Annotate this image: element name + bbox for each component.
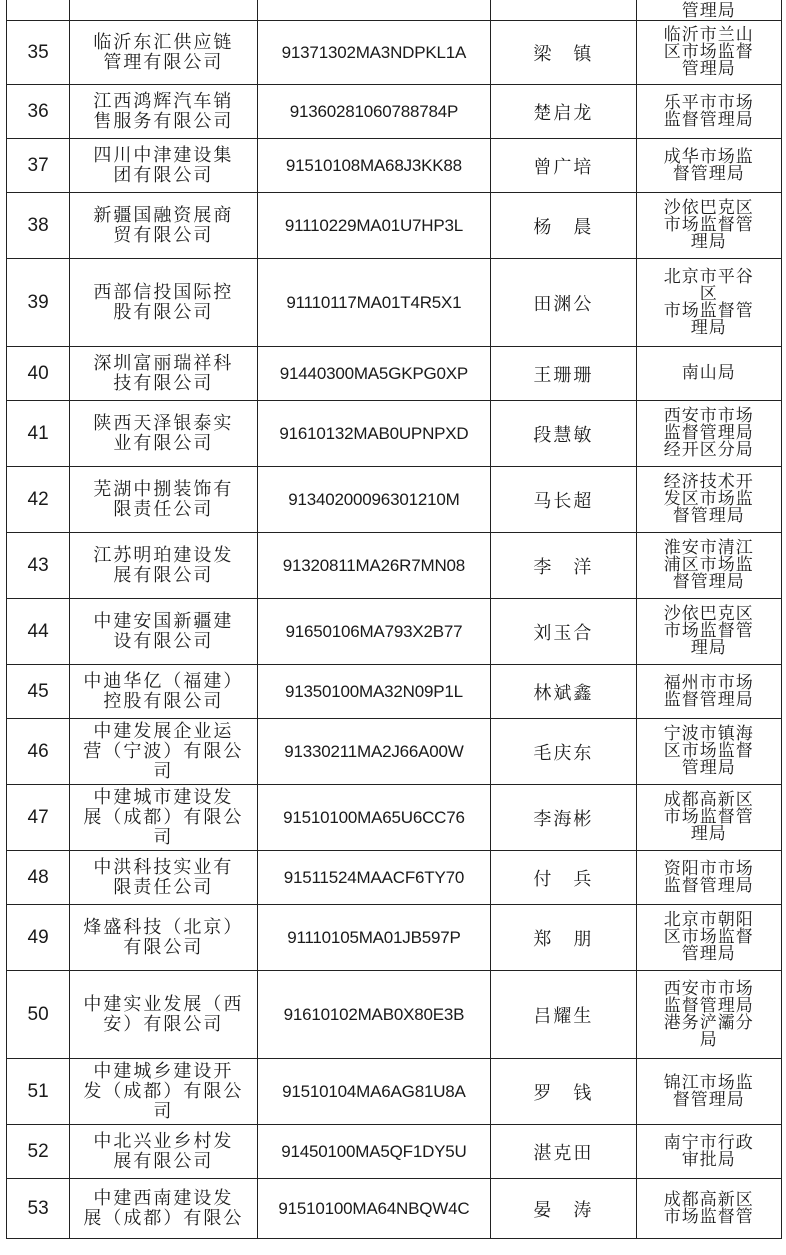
authority-line: 管理局 <box>681 59 736 79</box>
authority-cell <box>636 971 781 1059</box>
table-row <box>7 1125 782 1179</box>
row-number-cell: 48 <box>7 851 70 905</box>
credit-code-cell: 91440300MA5GKPG0XP <box>257 347 491 401</box>
company-name-line: 芜湖中捌装饰有 <box>93 478 234 500</box>
company-name-line: 中建实业发展（西 <box>83 993 244 1015</box>
company-name-line: 深圳富丽瑞祥科 <box>93 352 234 374</box>
company-name-line: 发（成都）有限公 <box>83 1080 244 1102</box>
authority-line: 成都高新区 <box>663 1189 754 1210</box>
row-number-cell: 40 <box>7 347 70 401</box>
authority-line: 乐平市市场 <box>663 92 754 113</box>
legal-rep-cell: 王珊珊 <box>491 347 636 401</box>
company-name-line: 中建城市建设发 <box>93 786 234 808</box>
credit-code-cell: 91610102MAB0X80E3B <box>257 971 491 1059</box>
company-name-line: 限责任公司 <box>113 498 214 520</box>
company-name-cell <box>70 1179 257 1239</box>
company-name-line: 展（成都）有限公 <box>83 1207 244 1229</box>
authority-line: 理局 <box>690 824 727 844</box>
legal-rep-cell: 田渊公 <box>491 259 636 347</box>
authority-line: 市场监督管 <box>663 807 754 827</box>
credit-code-cell: 91510104MA6AG81U8A <box>257 1059 491 1125</box>
row-number-cell: 49 <box>7 905 70 971</box>
company-name-cell <box>70 785 257 851</box>
authority-line: 监督管理局 <box>663 109 754 130</box>
company-name-cell <box>70 599 257 665</box>
authority-line: 锦江市场监 <box>663 1072 754 1093</box>
table-row <box>7 85 782 139</box>
row-number-cell: 46 <box>7 719 70 785</box>
company-name-cell <box>70 719 257 785</box>
company-name-line: 管理有限公司 <box>103 51 224 73</box>
company-name-cell <box>70 0 257 21</box>
company-name-line: 展有限公司 <box>113 564 214 586</box>
legal-rep-cell: 刘玉合 <box>491 599 636 665</box>
table-row <box>7 599 782 665</box>
company-name-line: 中北兴业乡村发 <box>93 1130 234 1152</box>
authority-line: 区市场监督 <box>663 927 754 947</box>
authority-line: 市场监督管 <box>663 621 754 641</box>
authority-line: 淮安市清江 <box>663 538 754 558</box>
authority-line: 北京市平谷 <box>663 266 754 287</box>
table-row <box>7 1179 782 1239</box>
authority-cell <box>636 785 781 851</box>
authority-line: 监督管理局 <box>663 995 754 1016</box>
company-name-line: 技有限公司 <box>113 372 214 394</box>
company-name-line: 控股有限公司 <box>103 690 224 712</box>
authority-line: 督管理局 <box>672 506 745 526</box>
authority-line: 理局 <box>690 317 727 338</box>
authority-line: 浦区市场监 <box>663 555 754 575</box>
legal-rep-cell: 付 兵 <box>491 851 636 905</box>
company-name-cell <box>70 21 257 85</box>
company-name-line: 中洪科技实业有 <box>93 856 234 878</box>
legal-rep-cell: 段慧敏 <box>491 401 636 467</box>
company-name-line: 江西鸿辉汽车销 <box>93 90 234 112</box>
company-name-cell <box>70 851 257 905</box>
credit-code-cell: 91340200096301210M <box>257 467 491 533</box>
company-name-cell <box>70 905 257 971</box>
company-name-line: 售服务有限公司 <box>93 110 234 132</box>
company-name-line: 烽盛科技（北京） <box>83 916 244 938</box>
company-name-cell <box>70 1125 257 1179</box>
company-name-line: 中建发展企业运 <box>93 720 234 742</box>
authority-cell <box>636 347 781 401</box>
company-name-line: 四川中津建设集 <box>93 144 234 166</box>
authority-line: 审批局 <box>681 1149 736 1170</box>
authority-cell <box>636 85 781 139</box>
legal-rep-cell: 湛克田 <box>491 1125 636 1179</box>
legal-rep-cell: 李 洋 <box>491 533 636 599</box>
authority-cell <box>636 1059 781 1125</box>
company-name-line: 团有限公司 <box>113 164 214 186</box>
row-number-cell: 51 <box>7 1059 70 1125</box>
authority-line: 西安市市场 <box>663 978 754 999</box>
legal-rep-cell: 梁 镇 <box>491 21 636 85</box>
table-row <box>7 347 782 401</box>
company-name-line: 中建安国新疆建 <box>93 610 234 632</box>
row-number-cell: 52 <box>7 1125 70 1179</box>
legal-rep-cell: 马长超 <box>491 467 636 533</box>
authority-line: 资阳市市场 <box>663 858 754 879</box>
credit-code-cell: 91650106MA793X2B77 <box>257 599 491 665</box>
authority-line: 管理局 <box>681 758 736 778</box>
authority-cell <box>636 665 781 719</box>
company-name-line: 西部信投国际控 <box>93 281 234 303</box>
table-row <box>7 1059 782 1125</box>
row-number-cell: 35 <box>7 21 70 85</box>
credit-code-cell: 91350100MA32N09P1L <box>257 665 491 719</box>
company-name-line: 安）有限公司 <box>103 1013 224 1035</box>
authority-line: 北京市朝阳 <box>663 910 754 930</box>
company-name-cell <box>70 259 257 347</box>
authority-line: 区 <box>699 283 718 304</box>
authority-cell <box>636 259 781 347</box>
authority-cell <box>636 467 781 533</box>
legal-rep-cell: 罗 钱 <box>491 1059 636 1125</box>
table-row <box>7 21 782 85</box>
table-row <box>7 851 782 905</box>
authority-line: 局 <box>699 1029 718 1050</box>
authority-line: 市场监督管 <box>663 300 754 321</box>
row-number-cell: 47 <box>7 785 70 851</box>
company-name-line: 陕西天泽银泰实 <box>93 412 234 434</box>
legal-rep-cell: 林斌鑫 <box>491 665 636 719</box>
authority-cell <box>636 533 781 599</box>
authority-line: 管理局 <box>681 944 736 964</box>
table-row <box>7 785 782 851</box>
company-name-cell <box>70 401 257 467</box>
authority-line: 市场监督管 <box>663 215 754 235</box>
authority-cell <box>636 851 781 905</box>
authority-cell <box>636 401 781 467</box>
authority-line: 南宁市行政 <box>663 1132 754 1153</box>
company-name-line: 司 <box>153 760 174 782</box>
row-number-cell <box>7 0 70 21</box>
company-name-line: 有限公司 <box>123 936 204 958</box>
authority-line: 临沂市兰山 <box>663 25 754 45</box>
table-row <box>7 719 782 785</box>
authority-line: 监督管理局 <box>663 689 754 710</box>
legal-rep-cell: 李海彬 <box>491 785 636 851</box>
authority-cell <box>636 599 781 665</box>
authority-cell <box>636 0 781 21</box>
row-number-cell: 43 <box>7 533 70 599</box>
company-name-cell <box>70 193 257 259</box>
row-number-cell: 36 <box>7 85 70 139</box>
credit-code-cell: 91330211MA2J66A00W <box>257 719 491 785</box>
authority-cell <box>636 139 781 193</box>
authority-line: 督管理局 <box>672 1089 745 1110</box>
authority-line: 成华市场监 <box>663 146 754 167</box>
authority-line: 区市场监督 <box>663 741 754 761</box>
company-name-cell <box>70 1059 257 1125</box>
row-number-cell: 37 <box>7 139 70 193</box>
authority-line: 宁波市镇海 <box>663 724 754 744</box>
authority-line: 沙依巴克区 <box>663 198 754 218</box>
credit-code-cell: 91371302MA3NDPKL1A <box>257 21 491 85</box>
authority-line: 成都高新区 <box>663 790 754 810</box>
row-number-cell: 44 <box>7 599 70 665</box>
company-name-line: 司 <box>153 1100 174 1122</box>
company-name-line: 司 <box>153 826 174 848</box>
table-row <box>7 401 782 467</box>
row-number-cell: 38 <box>7 193 70 259</box>
legal-rep-cell: 吕耀生 <box>491 971 636 1059</box>
authority-cell <box>636 1179 781 1239</box>
table-row <box>7 259 782 347</box>
company-name-line: 江苏明珀建设发 <box>93 544 234 566</box>
authority-cell <box>636 193 781 259</box>
authority-line: 南山局 <box>681 363 736 383</box>
row-number-cell: 53 <box>7 1179 70 1239</box>
company-name-line: 新疆国融资展商 <box>93 204 234 226</box>
credit-code-cell <box>257 0 491 21</box>
credit-code-cell: 91510100MA65U6CC76 <box>257 785 491 851</box>
credit-code-cell: 91610132MAB0UPNPXD <box>257 401 491 467</box>
credit-code-cell: 91110229MA01U7HP3L <box>257 193 491 259</box>
legal-rep-cell: 楚启龙 <box>491 85 636 139</box>
authority-cell <box>636 1125 781 1179</box>
table-body <box>7 0 782 1239</box>
authority-line: 管理局 <box>681 1 736 21</box>
authority-line: 督管理局 <box>672 572 745 592</box>
company-name-cell <box>70 85 257 139</box>
authority-line: 西安市市场 <box>663 406 754 426</box>
credit-code-cell: 91510108MA68J3KK88 <box>257 139 491 193</box>
authority-line: 监督管理局 <box>663 875 754 896</box>
authority-line: 督管理局 <box>672 163 745 184</box>
company-name-line: 中迪华亿（福建） <box>83 670 244 692</box>
row-number-cell: 39 <box>7 259 70 347</box>
table-row-partial <box>7 0 782 21</box>
authority-line: 理局 <box>690 232 727 252</box>
table-row <box>7 139 782 193</box>
credit-code-cell: 91450100MA5QF1DY5U <box>257 1125 491 1179</box>
authority-line: 沙依巴克区 <box>663 604 754 624</box>
company-name-line: 营（宁波）有限公 <box>83 740 244 762</box>
company-name-cell <box>70 533 257 599</box>
authority-line: 经开区分局 <box>663 440 754 460</box>
authority-line: 监督管理局 <box>663 423 754 443</box>
company-name-line: 临沂东汇供应链 <box>93 31 234 53</box>
credit-code-cell: 91110105MA01JB597P <box>257 905 491 971</box>
authority-cell <box>636 905 781 971</box>
credit-code-cell: 91110117MA01T4R5X1 <box>257 259 491 347</box>
company-name-cell <box>70 139 257 193</box>
row-number-cell: 42 <box>7 467 70 533</box>
table-row <box>7 533 782 599</box>
company-name-cell <box>70 665 257 719</box>
table-row <box>7 467 782 533</box>
company-name-line: 业有限公司 <box>113 432 214 454</box>
authority-line: 发区市场监 <box>663 489 754 509</box>
authority-cell <box>636 21 781 85</box>
legal-rep-cell: 杨 晨 <box>491 193 636 259</box>
company-registry-table <box>6 0 782 1239</box>
company-name-line: 贸有限公司 <box>113 224 214 246</box>
registry-table-container <box>6 0 782 1239</box>
company-name-cell <box>70 347 257 401</box>
company-name-line: 股有限公司 <box>113 301 214 323</box>
company-name-line: 设有限公司 <box>113 630 214 652</box>
authority-line: 市场监督管 <box>663 1206 754 1227</box>
credit-code-cell: 91320811MA26R7MN08 <box>257 533 491 599</box>
legal-rep-cell: 曾广培 <box>491 139 636 193</box>
credit-code-cell: 91360281060788784P <box>257 85 491 139</box>
company-name-line: 展（成都）有限公 <box>83 806 244 828</box>
company-name-line: 限责任公司 <box>113 876 214 898</box>
authority-line: 理局 <box>690 638 727 658</box>
row-number-cell: 50 <box>7 971 70 1059</box>
company-name-cell <box>70 971 257 1059</box>
table-row <box>7 905 782 971</box>
company-name-line: 中建城乡建设开 <box>93 1060 234 1082</box>
table-row <box>7 665 782 719</box>
legal-rep-cell: 毛庆东 <box>491 719 636 785</box>
table-row <box>7 193 782 259</box>
legal-rep-cell: 晏 涛 <box>491 1179 636 1239</box>
company-name-line: 中建西南建设发 <box>93 1187 234 1209</box>
credit-code-cell: 91511524MAACF6TY70 <box>257 851 491 905</box>
company-name-cell <box>70 467 257 533</box>
credit-code-cell: 91510100MA64NBQW4C <box>257 1179 491 1239</box>
legal-rep-cell: 郑 朋 <box>491 905 636 971</box>
authority-line: 港务浐灞分 <box>663 1012 754 1033</box>
authority-line: 福州市市场 <box>663 672 754 693</box>
authority-cell <box>636 719 781 785</box>
row-number-cell: 41 <box>7 401 70 467</box>
table-row <box>7 971 782 1059</box>
company-name-line: 展有限公司 <box>113 1150 214 1172</box>
authority-line: 区市场监督 <box>663 42 754 62</box>
row-number-cell: 45 <box>7 665 70 719</box>
legal-rep-cell <box>491 0 636 21</box>
authority-line: 经济技术开 <box>663 472 754 492</box>
